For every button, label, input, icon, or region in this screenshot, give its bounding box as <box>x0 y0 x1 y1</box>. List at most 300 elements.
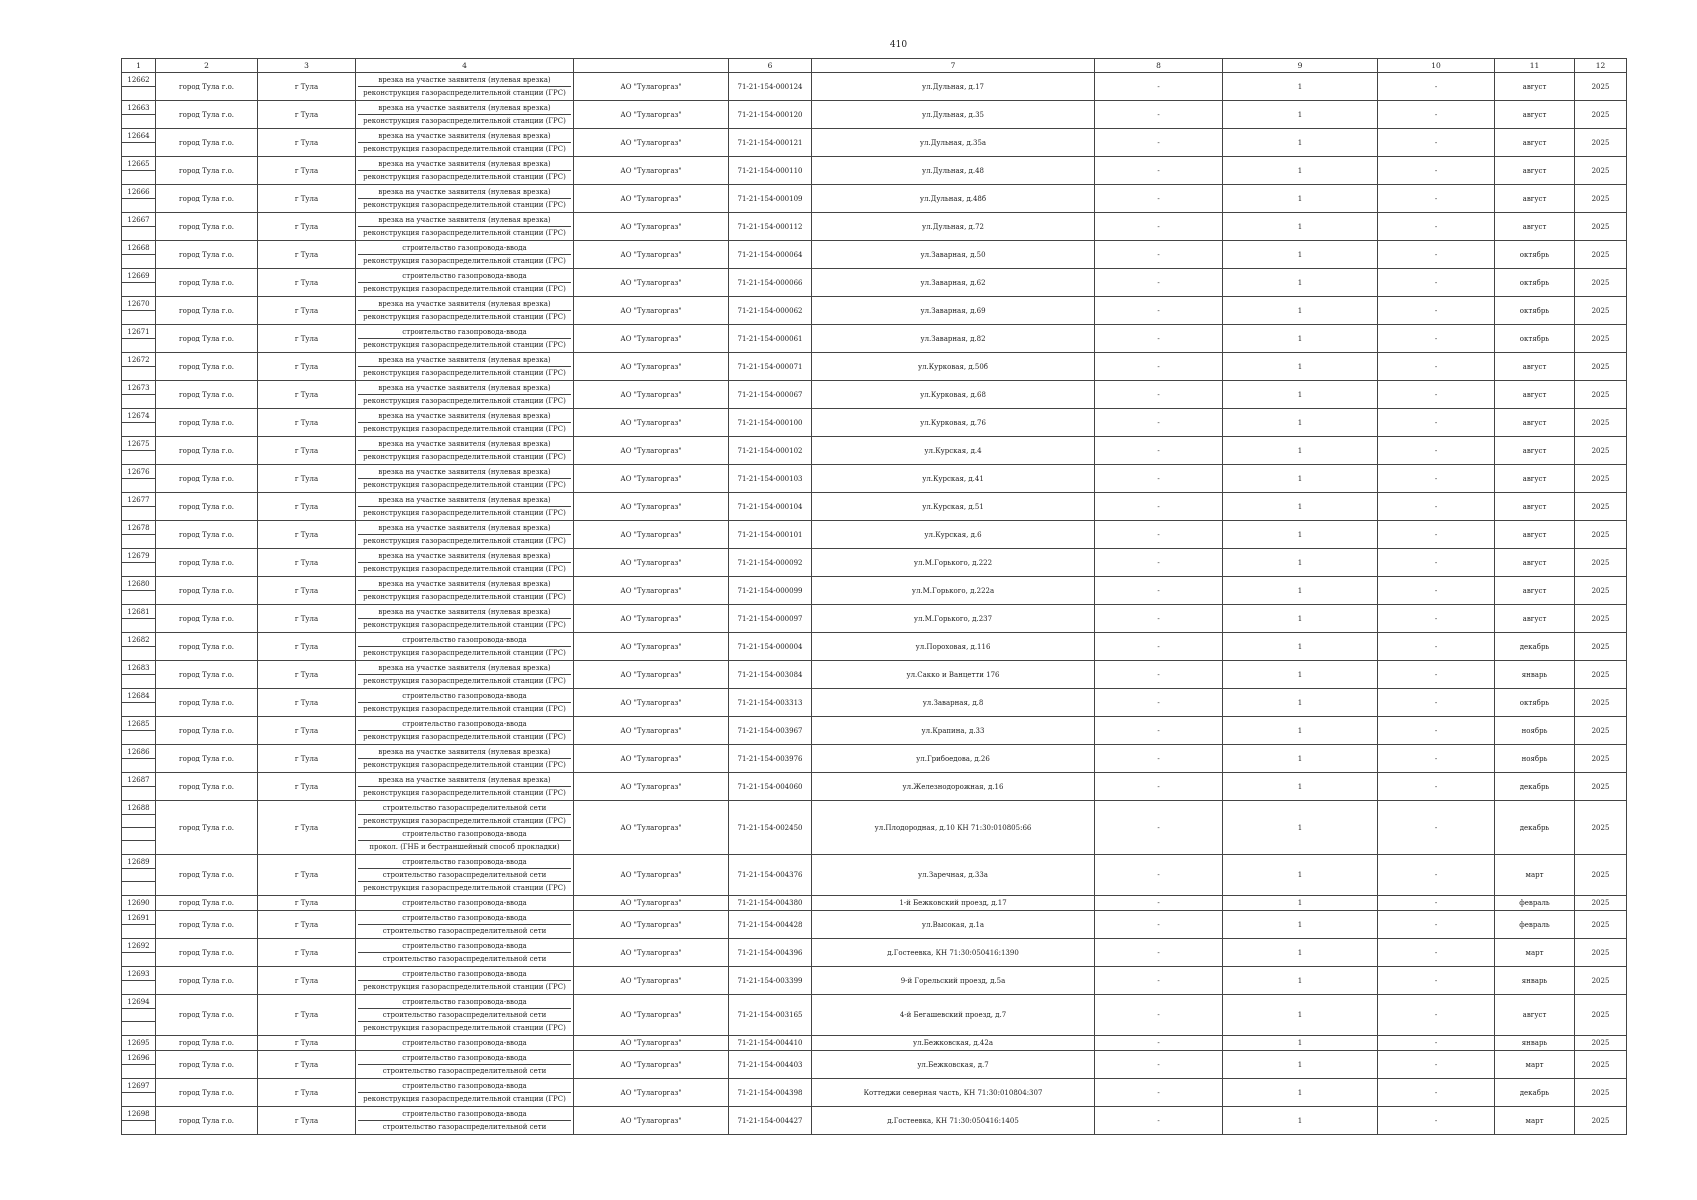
address-cell: ул.Дульная, д.48б <box>812 185 1095 213</box>
organization-cell: АО "Тулагоргаз" <box>574 605 729 633</box>
table-row <box>122 1079 1627 1107</box>
column-8-cell: - <box>1095 633 1223 661</box>
column-10-cell: - <box>1378 1107 1495 1135</box>
work-type: строительство газораспределительной сети <box>382 954 547 963</box>
city-cell: г Тула <box>258 745 356 773</box>
row-number-cell <box>122 465 156 493</box>
column-10-cell: - <box>1378 967 1495 995</box>
work-type: строительство газопровода-ввода <box>402 898 527 907</box>
work-type: реконструкция газораспределительной станции (ГРС) <box>363 340 566 349</box>
month-cell: ноябрь <box>1495 717 1575 745</box>
work-type: строительство газопровода-ввода <box>358 828 571 841</box>
column-8-cell: - <box>1095 213 1223 241</box>
column-9-cell: 1 <box>1223 549 1378 577</box>
column-9-cell: 1 <box>1223 605 1378 633</box>
code-cell: 71-21-154-000120 <box>729 101 812 129</box>
column-9-cell: 1 <box>1223 1079 1378 1107</box>
month-cell: август <box>1495 521 1575 549</box>
row-number: 12689 <box>122 856 155 869</box>
work-type: реконструкция газораспределительной станции (ГРС) <box>363 982 566 991</box>
work-type: реконструкция газораспределительной станции (ГРС) <box>363 200 566 209</box>
month-cell: январь <box>1495 967 1575 995</box>
row-number: 12677 <box>122 494 155 507</box>
column-8-cell: - <box>1095 73 1223 101</box>
column-10-cell: - <box>1378 493 1495 521</box>
district-cell: город Тула г.о. <box>156 967 258 995</box>
work-type-cell <box>356 381 574 409</box>
table-row <box>122 353 1627 381</box>
column-header: 3 <box>258 59 356 73</box>
blank-subcell <box>122 171 155 184</box>
work-type-cell <box>356 353 574 381</box>
year-cell: 2025 <box>1575 896 1627 911</box>
row-number-cell <box>122 896 156 911</box>
city-cell: г Тула <box>258 1051 356 1079</box>
code-cell: 71-21-154-004428 <box>729 911 812 939</box>
column-9-cell: 1 <box>1223 381 1378 409</box>
district-cell: город Тула г.о. <box>156 549 258 577</box>
address-cell: ул.Сакко и Ванцетти 176 <box>812 661 1095 689</box>
code-cell: 71-21-154-002450 <box>729 801 812 855</box>
blank-subcell <box>122 759 155 772</box>
row-number-cell <box>122 409 156 437</box>
work-type-cell <box>356 896 574 911</box>
column-9-cell: 1 <box>1223 967 1378 995</box>
code-cell: 71-21-154-003976 <box>729 745 812 773</box>
organization-cell: АО "Тулагоргаз" <box>574 325 729 353</box>
column-header <box>574 59 729 73</box>
column-10-cell: - <box>1378 381 1495 409</box>
organization-cell: АО "Тулагоргаз" <box>574 381 729 409</box>
work-type-cell <box>356 633 574 661</box>
city-cell: г Тула <box>258 269 356 297</box>
code-cell: 71-21-154-003967 <box>729 717 812 745</box>
column-9-cell: 1 <box>1223 213 1378 241</box>
code-cell: 71-21-154-004060 <box>729 773 812 801</box>
address-cell: ул.Грибоедова, д.26 <box>812 745 1095 773</box>
work-type-cell <box>356 409 574 437</box>
row-number-cell <box>122 521 156 549</box>
city-cell: г Тула <box>258 353 356 381</box>
address-cell: ул.М.Горького, д.222а <box>812 577 1095 605</box>
address-cell: ул.Железнодорожная, д.16 <box>812 773 1095 801</box>
column-10-cell: - <box>1378 939 1495 967</box>
district-cell: город Тула г.о. <box>156 409 258 437</box>
work-type-cell <box>356 1107 574 1135</box>
year-cell: 2025 <box>1575 465 1627 493</box>
row-number: 12671 <box>122 326 155 339</box>
table-row <box>122 325 1627 353</box>
row-number: 12692 <box>122 940 155 953</box>
table-row <box>122 939 1627 967</box>
table-row <box>122 269 1627 297</box>
column-8-cell: - <box>1095 297 1223 325</box>
column-9-cell: 1 <box>1223 577 1378 605</box>
address-cell: ул.Курковая, д.76 <box>812 409 1095 437</box>
column-10-cell: - <box>1378 129 1495 157</box>
organization-cell: АО "Тулагоргаз" <box>574 353 729 381</box>
column-header: 1 <box>122 59 156 73</box>
row-number-cell <box>122 605 156 633</box>
column-8-cell: - <box>1095 661 1223 689</box>
work-type: врезка на участке заявителя (нулевая врезка) <box>358 354 571 367</box>
column-header: 11 <box>1495 59 1575 73</box>
column-9-cell: 1 <box>1223 409 1378 437</box>
address-cell: ул.Курская, д.4 <box>812 437 1095 465</box>
district-cell: город Тула г.о. <box>156 995 258 1036</box>
code-cell: 71-21-154-000110 <box>729 157 812 185</box>
district-cell: город Тула г.о. <box>156 213 258 241</box>
code-cell: 71-21-154-000097 <box>729 605 812 633</box>
city-cell: г Тула <box>258 325 356 353</box>
row-number-cell <box>122 689 156 717</box>
column-8-cell: - <box>1095 437 1223 465</box>
work-type-cell <box>356 297 574 325</box>
table-row <box>122 896 1627 911</box>
code-cell: 71-21-154-004380 <box>729 896 812 911</box>
year-cell: 2025 <box>1575 213 1627 241</box>
table-row <box>122 213 1627 241</box>
column-8-cell: - <box>1095 911 1223 939</box>
year-cell: 2025 <box>1575 1079 1627 1107</box>
organization-cell: АО "Тулагоргаз" <box>574 995 729 1036</box>
code-cell: 71-21-154-000067 <box>729 381 812 409</box>
address-cell: ул.Курская, д.6 <box>812 521 1095 549</box>
work-type: врезка на участке заявителя (нулевая врезка) <box>358 102 571 115</box>
month-cell: октябрь <box>1495 269 1575 297</box>
year-cell: 2025 <box>1575 1036 1627 1051</box>
row-number: 12686 <box>122 746 155 759</box>
table-row <box>122 185 1627 213</box>
year-cell: 2025 <box>1575 381 1627 409</box>
work-type: строительство газопровода-ввода <box>358 996 571 1009</box>
address-cell: ул.Курская, д.51 <box>812 493 1095 521</box>
year-cell: 2025 <box>1575 101 1627 129</box>
organization-cell: АО "Тулагоргаз" <box>574 437 729 465</box>
work-type: врезка на участке заявителя (нулевая врезка) <box>358 494 571 507</box>
city-cell: г Тула <box>258 939 356 967</box>
column-9-cell: 1 <box>1223 73 1378 101</box>
blank-subcell <box>122 199 155 212</box>
code-cell: 71-21-154-000101 <box>729 521 812 549</box>
work-type-cell <box>356 465 574 493</box>
row-number: 12679 <box>122 550 155 563</box>
column-10-cell: - <box>1378 773 1495 801</box>
month-cell: март <box>1495 855 1575 896</box>
work-type: реконструкция газораспределительной станции (ГРС) <box>363 648 566 657</box>
work-type: врезка на участке заявителя (нулевая врезка) <box>358 214 571 227</box>
blank-subcell <box>122 647 155 660</box>
code-cell: 71-21-154-000109 <box>729 185 812 213</box>
work-type-cell <box>356 911 574 939</box>
work-type: врезка на участке заявителя (нулевая врезка) <box>358 74 571 87</box>
row-number: 12670 <box>122 298 155 311</box>
column-9-cell: 1 <box>1223 1036 1378 1051</box>
row-number: 12681 <box>122 606 155 619</box>
work-type-cell <box>356 129 574 157</box>
district-cell: город Тула г.о. <box>156 911 258 939</box>
row-number: 12676 <box>122 466 155 479</box>
work-type: реконструкция газораспределительной станции (ГРС) <box>363 284 566 293</box>
work-type-cell <box>356 185 574 213</box>
year-cell: 2025 <box>1575 269 1627 297</box>
month-cell: декабрь <box>1495 801 1575 855</box>
column-8-cell: - <box>1095 605 1223 633</box>
organization-cell: АО "Тулагоргаз" <box>574 465 729 493</box>
work-type: врезка на участке заявителя (нулевая врезка) <box>358 410 571 423</box>
work-type: реконструкция газораспределительной станции (ГРС) <box>363 480 566 489</box>
row-number: 12684 <box>122 690 155 703</box>
column-10-cell: - <box>1378 465 1495 493</box>
district-cell: город Тула г.о. <box>156 493 258 521</box>
column-10-cell: - <box>1378 1079 1495 1107</box>
district-cell: город Тула г.о. <box>156 325 258 353</box>
work-type: реконструкция газораспределительной станции (ГРС) <box>363 88 566 97</box>
code-cell: 71-21-154-000104 <box>729 493 812 521</box>
column-9-cell: 1 <box>1223 353 1378 381</box>
organization-cell: АО "Тулагоргаз" <box>574 801 729 855</box>
column-8-cell: - <box>1095 717 1223 745</box>
row-number-cell <box>122 269 156 297</box>
table-row <box>122 437 1627 465</box>
column-8-cell: - <box>1095 577 1223 605</box>
code-cell: 71-21-154-003165 <box>729 995 812 1036</box>
city-cell: г Тула <box>258 911 356 939</box>
column-10-cell: - <box>1378 689 1495 717</box>
district-cell: город Тула г.о. <box>156 157 258 185</box>
column-8-cell: - <box>1095 995 1223 1036</box>
blank-subcell <box>122 869 155 882</box>
column-9-cell: 1 <box>1223 241 1378 269</box>
work-type: реконструкция газораспределительной станции (ГРС) <box>363 424 566 433</box>
year-cell: 2025 <box>1575 745 1627 773</box>
column-10-cell: - <box>1378 1051 1495 1079</box>
organization-cell: АО "Тулагоргаз" <box>574 633 729 661</box>
column-10-cell: - <box>1378 101 1495 129</box>
organization-cell: АО "Тулагоргаз" <box>574 185 729 213</box>
blank-subcell <box>122 591 155 604</box>
blank-subcell <box>122 882 155 895</box>
address-cell: ул.Плодородная, д.10 КН 71:30:010805:66 <box>812 801 1095 855</box>
month-cell: январь <box>1495 661 1575 689</box>
month-cell: август <box>1495 409 1575 437</box>
row-number-cell <box>122 1079 156 1107</box>
column-9-cell: 1 <box>1223 157 1378 185</box>
column-8-cell: - <box>1095 129 1223 157</box>
column-10-cell: - <box>1378 325 1495 353</box>
table-row <box>122 1051 1627 1079</box>
row-number-cell <box>122 801 156 855</box>
code-cell: 71-21-154-003313 <box>729 689 812 717</box>
column-8-cell: - <box>1095 185 1223 213</box>
row-number-cell <box>122 325 156 353</box>
month-cell: август <box>1495 465 1575 493</box>
month-cell: август <box>1495 73 1575 101</box>
code-cell: 71-21-154-004403 <box>729 1051 812 1079</box>
blank-subcell <box>122 143 155 156</box>
table-row <box>122 577 1627 605</box>
row-number: 12698 <box>122 1108 155 1121</box>
table-row <box>122 1036 1627 1051</box>
month-cell: февраль <box>1495 896 1575 911</box>
organization-cell: АО "Тулагоргаз" <box>574 661 729 689</box>
code-cell: 71-21-154-004396 <box>729 939 812 967</box>
blank-subcell <box>122 87 155 100</box>
work-type: реконструкция газораспределительной станции (ГРС) <box>363 228 566 237</box>
organization-cell: АО "Тулагоргаз" <box>574 1079 729 1107</box>
city-cell: г Тула <box>258 773 356 801</box>
address-cell: ул.Пороховая, д.116 <box>812 633 1095 661</box>
table-row <box>122 493 1627 521</box>
work-type: строительство газопровода-ввода <box>358 690 571 703</box>
column-10-cell: - <box>1378 896 1495 911</box>
work-type: врезка на участке заявителя (нулевая врезка) <box>358 438 571 451</box>
district-cell: город Тула г.о. <box>156 381 258 409</box>
table-row <box>122 241 1627 269</box>
month-cell: август <box>1495 213 1575 241</box>
city-cell: г Тула <box>258 689 356 717</box>
code-cell: 71-21-154-000099 <box>729 577 812 605</box>
table-row <box>122 967 1627 995</box>
organization-cell: АО "Тулагоргаз" <box>574 269 729 297</box>
row-number: 12665 <box>122 158 155 171</box>
year-cell: 2025 <box>1575 437 1627 465</box>
row-number: 12694 <box>122 996 155 1009</box>
month-cell: январь <box>1495 1036 1575 1051</box>
code-cell: 71-21-154-004427 <box>729 1107 812 1135</box>
work-type: врезка на участке заявителя (нулевая врезка) <box>358 382 571 395</box>
column-9-cell: 1 <box>1223 185 1378 213</box>
year-cell: 2025 <box>1575 241 1627 269</box>
code-cell: 71-21-154-000071 <box>729 353 812 381</box>
work-type-cell <box>356 213 574 241</box>
row-number: 12696 <box>122 1052 155 1065</box>
year-cell: 2025 <box>1575 409 1627 437</box>
address-cell: ул.Высокая, д.1а <box>812 911 1095 939</box>
work-type: реконструкция газораспределительной станции (ГРС) <box>363 452 566 461</box>
column-10-cell: - <box>1378 995 1495 1036</box>
year-cell: 2025 <box>1575 633 1627 661</box>
column-8-cell: - <box>1095 241 1223 269</box>
work-type-cell <box>356 967 574 995</box>
table-row <box>122 157 1627 185</box>
work-type: врезка на участке заявителя (нулевая врезка) <box>358 130 571 143</box>
column-9-cell: 1 <box>1223 465 1378 493</box>
row-number-cell <box>122 437 156 465</box>
row-number: 12673 <box>122 382 155 395</box>
organization-cell: АО "Тулагоргаз" <box>574 213 729 241</box>
organization-cell: АО "Тулагоргаз" <box>574 896 729 911</box>
column-8-cell: - <box>1095 855 1223 896</box>
work-type: врезка на участке заявителя (нулевая врезка) <box>358 550 571 563</box>
year-cell: 2025 <box>1575 297 1627 325</box>
year-cell: 2025 <box>1575 493 1627 521</box>
year-cell: 2025 <box>1575 605 1627 633</box>
district-cell: город Тула г.о. <box>156 521 258 549</box>
column-10-cell: - <box>1378 269 1495 297</box>
year-cell: 2025 <box>1575 353 1627 381</box>
work-type: строительство газопровода-ввода <box>358 242 571 255</box>
code-cell: 71-21-154-004376 <box>729 855 812 896</box>
blank-subcell <box>122 1121 155 1134</box>
table-row <box>122 101 1627 129</box>
city-cell: г Тула <box>258 409 356 437</box>
blank-subcell <box>122 1093 155 1106</box>
column-9-cell: 1 <box>1223 297 1378 325</box>
column-8-cell: - <box>1095 409 1223 437</box>
blank-subcell <box>122 828 155 841</box>
column-9-cell: 1 <box>1223 855 1378 896</box>
organization-cell: АО "Тулагоргаз" <box>574 689 729 717</box>
organization-cell: АО "Тулагоргаз" <box>574 521 729 549</box>
row-number-cell <box>122 967 156 995</box>
blank-subcell <box>122 1009 155 1022</box>
year-cell: 2025 <box>1575 939 1627 967</box>
column-10-cell: - <box>1378 297 1495 325</box>
work-type: реконструкция газораспределительной станции (ГРС) <box>363 368 566 377</box>
year-cell: 2025 <box>1575 325 1627 353</box>
work-type-cell <box>356 605 574 633</box>
column-8-cell: - <box>1095 939 1223 967</box>
district-cell: город Тула г.о. <box>156 465 258 493</box>
work-type: врезка на участке заявителя (нулевая врезка) <box>358 606 571 619</box>
code-cell: 71-21-154-000061 <box>729 325 812 353</box>
work-type: строительство газопровода-ввода <box>402 1038 527 1047</box>
row-number: 12667 <box>122 214 155 227</box>
month-cell: август <box>1495 353 1575 381</box>
column-9-cell: 1 <box>1223 661 1378 689</box>
month-cell: август <box>1495 605 1575 633</box>
work-type: строительство газопровода-ввода <box>358 1108 571 1121</box>
row-number: 12691 <box>122 912 155 925</box>
column-header: 10 <box>1378 59 1495 73</box>
work-type-cell <box>356 1036 574 1051</box>
address-cell: д.Гостеевка, КН 71:30:050416:1390 <box>812 939 1095 967</box>
address-cell: 4-й Бегашевский проезд, д.7 <box>812 995 1095 1036</box>
code-cell: 71-21-154-003084 <box>729 661 812 689</box>
code-cell: 71-21-154-000121 <box>729 129 812 157</box>
work-type: строительство газораспределительной сети <box>358 869 571 882</box>
organization-cell: АО "Тулагоргаз" <box>574 493 729 521</box>
month-cell: октябрь <box>1495 241 1575 269</box>
column-header: 2 <box>156 59 258 73</box>
code-cell: 71-21-154-000004 <box>729 633 812 661</box>
district-cell: город Тула г.о. <box>156 241 258 269</box>
organization-cell: АО "Тулагоргаз" <box>574 773 729 801</box>
work-type: строительство газораспределительной сети <box>382 1122 547 1131</box>
code-cell: 71-21-154-000103 <box>729 465 812 493</box>
district-cell: город Тула г.о. <box>156 855 258 896</box>
row-number: 12693 <box>122 968 155 981</box>
work-type: реконструкция газораспределительной станции (ГРС) <box>363 1023 566 1032</box>
column-8-cell: - <box>1095 493 1223 521</box>
table-row <box>122 995 1627 1036</box>
table-row <box>122 661 1627 689</box>
work-type: реконструкция газораспределительной станции (ГРС) <box>363 883 566 892</box>
month-cell: август <box>1495 101 1575 129</box>
work-type: прокол. (ГНБ и бестраншейный способ прокладки) <box>369 842 560 851</box>
address-cell: ул.Заварная, д.8 <box>812 689 1095 717</box>
column-8-cell: - <box>1095 157 1223 185</box>
month-cell: март <box>1495 939 1575 967</box>
district-cell: город Тула г.о. <box>156 297 258 325</box>
city-cell: г Тула <box>258 241 356 269</box>
month-cell: март <box>1495 1107 1575 1135</box>
table-row <box>122 297 1627 325</box>
district-cell: город Тула г.о. <box>156 745 258 773</box>
month-cell: ноябрь <box>1495 745 1575 773</box>
district-cell: город Тула г.о. <box>156 1107 258 1135</box>
